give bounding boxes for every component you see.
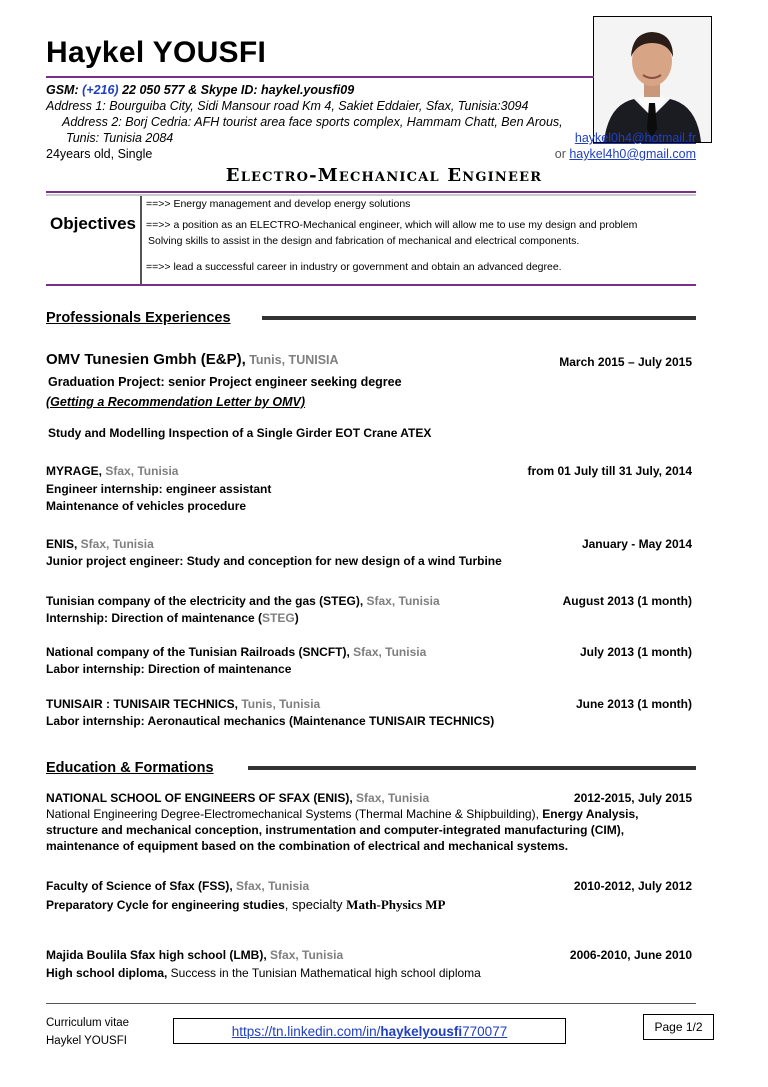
date-enis: January - May 2014 (581, 537, 692, 551)
address-3: Tunis: Tunisia 2084 (66, 131, 174, 145)
sncft-role: Labor internship: Direction of maintenance (46, 662, 292, 676)
footer-cv-label: Curriculum vitae (46, 1017, 130, 1029)
omv-role: Graduation Project: senior Project engineer seeking degree (48, 375, 402, 389)
title-rule-grey (46, 194, 696, 196)
footer-rule (46, 1003, 696, 1004)
experience-heading-rule (262, 316, 696, 320)
title-rule-purple (46, 191, 696, 193)
myrage-role: Engineer internship: engineer assistant (46, 482, 272, 496)
enis-role: Junior project engineer: Study and conception for new design of a wind Turbine (46, 554, 502, 568)
employer-sncft: National company of the Tunisian Railroads (SNCFT), Sfax, Tunisia (46, 645, 427, 659)
date-omv: March 2015 – July 2015 (559, 355, 692, 369)
address-2: Address 2: Borj Cedria: AFH tourist area face sports complex, Hammam Chatt, Ben Arous, (62, 115, 563, 129)
email-hotmail-link[interactable]: haykel0h4@hotmail.fr (574, 131, 696, 145)
enis-degree-line-1: National Engineering Degree-Electromechanical Systems (Thermal Machine & Shipbuilding), Energy Analysis, (46, 807, 639, 821)
education-heading-rule (248, 766, 696, 770)
school-fss: Faculty of Science of Sfax (FSS), Sfax, Tunisia (46, 879, 310, 893)
employer-omv: OMV Tunesien Gmbh (E&P), Tunis, TUNISIA (46, 351, 339, 368)
fss-cycle: Preparatory Cycle for engineering studies, specialty Math-Physics MP (46, 897, 446, 912)
date-lmb: 2006-2010, June 2010 (569, 948, 692, 962)
date-steg: August 2013 (1 month) (562, 594, 692, 608)
objectives-divider (140, 196, 142, 284)
person-photo-icon (594, 17, 711, 142)
linkedin-link[interactable]: https://tn.linkedin.com/in/haykelyousfi770077 (231, 1024, 508, 1039)
enis-degree-line-2: structure and mechanical conception, instrumentation and computer-integrated manufacturing (CIM), (46, 823, 625, 837)
header-rule (46, 76, 594, 78)
objectives-label: Objectives (50, 214, 136, 233)
school-enis: NATIONAL SCHOOL OF ENGINEERS OF SFAX (ENIS), Sfax, Tunisia (46, 791, 430, 805)
objectives-rule-purple (46, 284, 696, 286)
tunisair-role: Labor internship: Aeronautical mechanics (Maintenance TUNISAIR TECHNICS) (46, 714, 495, 728)
education-heading: Education & Formations (46, 760, 214, 776)
candidate-name: Haykel YOUSFI (46, 36, 267, 69)
date-fss: 2010-2012, July 2012 (573, 879, 692, 893)
steg-role: Internship: Direction of maintenance (STEG) (46, 611, 299, 625)
date-myrage: from 01 July till 31 July, 2014 (527, 464, 692, 478)
date-enis-school: 2012-2015, July 2015 (573, 791, 692, 805)
objective-line: ==>> Energy management and develop energy solutions (146, 198, 411, 210)
linkedin-link-box[interactable] (173, 1018, 566, 1044)
page-number: Page 1/2 (643, 1014, 714, 1040)
email-gmail-link[interactable]: haykel4h0@gmail.com (569, 147, 696, 161)
employer-tunisair: TUNISAIR : TUNISAIR TECHNICS, Tunis, Tunisia (46, 697, 321, 711)
employer-steg: Tunisian company of the electricity and the gas (STEG), Sfax, Tunisia (46, 594, 440, 608)
school-lmb: Majida Boulila Sfax high school (LMB), Sfax, Tunisia (46, 948, 344, 962)
lmb-diploma: High school diploma, Success in the Tunisian Mathematical high school diploma (46, 966, 481, 980)
enis-degree-line-3: maintenance of equipment based on the combination of electrical and mechanical systems. (46, 839, 569, 853)
job-title: Electro-Mechanical Engineer (225, 165, 543, 186)
employer-enis: ENIS, Sfax, Tunisia (46, 537, 154, 551)
gsm-skype-line: GSM: (+216) 22 050 577 & Skype ID: haykel.yousfi09 (46, 83, 355, 97)
employer-myrage: MYRAGE, Sfax, Tunisia (46, 464, 179, 478)
email-gmail-line: or haykel4h0@gmail.com (554, 147, 696, 161)
profile-photo (593, 16, 712, 143)
footer-cv-name: Haykel YOUSFI (46, 1035, 127, 1047)
date-tunisair: June 2013 (1 month) (575, 697, 692, 711)
address-1: Address 1: Bourguiba City, Sidi Mansour road Km 4, Sakiet Eddaier, Sfax, Tunisia:3094 (46, 99, 529, 113)
date-sncft: July 2013 (1 month) (579, 645, 692, 659)
objective-line: ==>> lead a successful career in industry or government and obtain an advanced degree. (146, 261, 562, 273)
omv-recommendation: (Getting a Recommendation Letter by OMV) (46, 395, 306, 409)
age-status: 24years old, Single (46, 147, 153, 161)
objective-line: ==>> a position as an ELECTRO-Mechanical engineer, which will allow me to use my design and problem (146, 219, 638, 231)
experience-heading: Professionals Experiences (46, 310, 231, 326)
omv-study: Study and Modelling Inspection of a Single Girder EOT Crane ATEX (48, 426, 432, 440)
objective-line: Solving skills to assist in the design and fabrication of mechanical and electrical components. (148, 235, 580, 247)
myrage-task: Maintenance of vehicles procedure (46, 499, 247, 513)
